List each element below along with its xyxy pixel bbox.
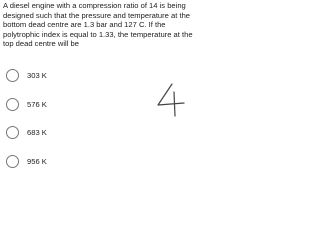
option-576k[interactable] xyxy=(6,97,47,111)
radio-button[interactable] xyxy=(6,69,19,82)
radio-button[interactable] xyxy=(6,126,19,139)
option-label: 576 K xyxy=(27,99,47,109)
option-956k[interactable] xyxy=(6,154,47,168)
option-683k[interactable] xyxy=(6,125,47,139)
option-label: 303 K xyxy=(27,70,47,80)
option-label: 956 K xyxy=(27,156,47,166)
radio-button[interactable] xyxy=(6,155,19,168)
question-text: A diesel engine with a compression ratio of 14 is being designed such that the pressure and temperature at the bottom dead centre are 1.3 bar and 127 C. If the polytrophic index is equal to 1.33, the temperature at the top dead centre will be xyxy=(3,1,193,49)
option-label: 683 K xyxy=(27,127,47,137)
handwritten-four-mark xyxy=(150,80,190,120)
option-303k[interactable] xyxy=(6,68,47,82)
radio-button[interactable] xyxy=(6,98,19,111)
